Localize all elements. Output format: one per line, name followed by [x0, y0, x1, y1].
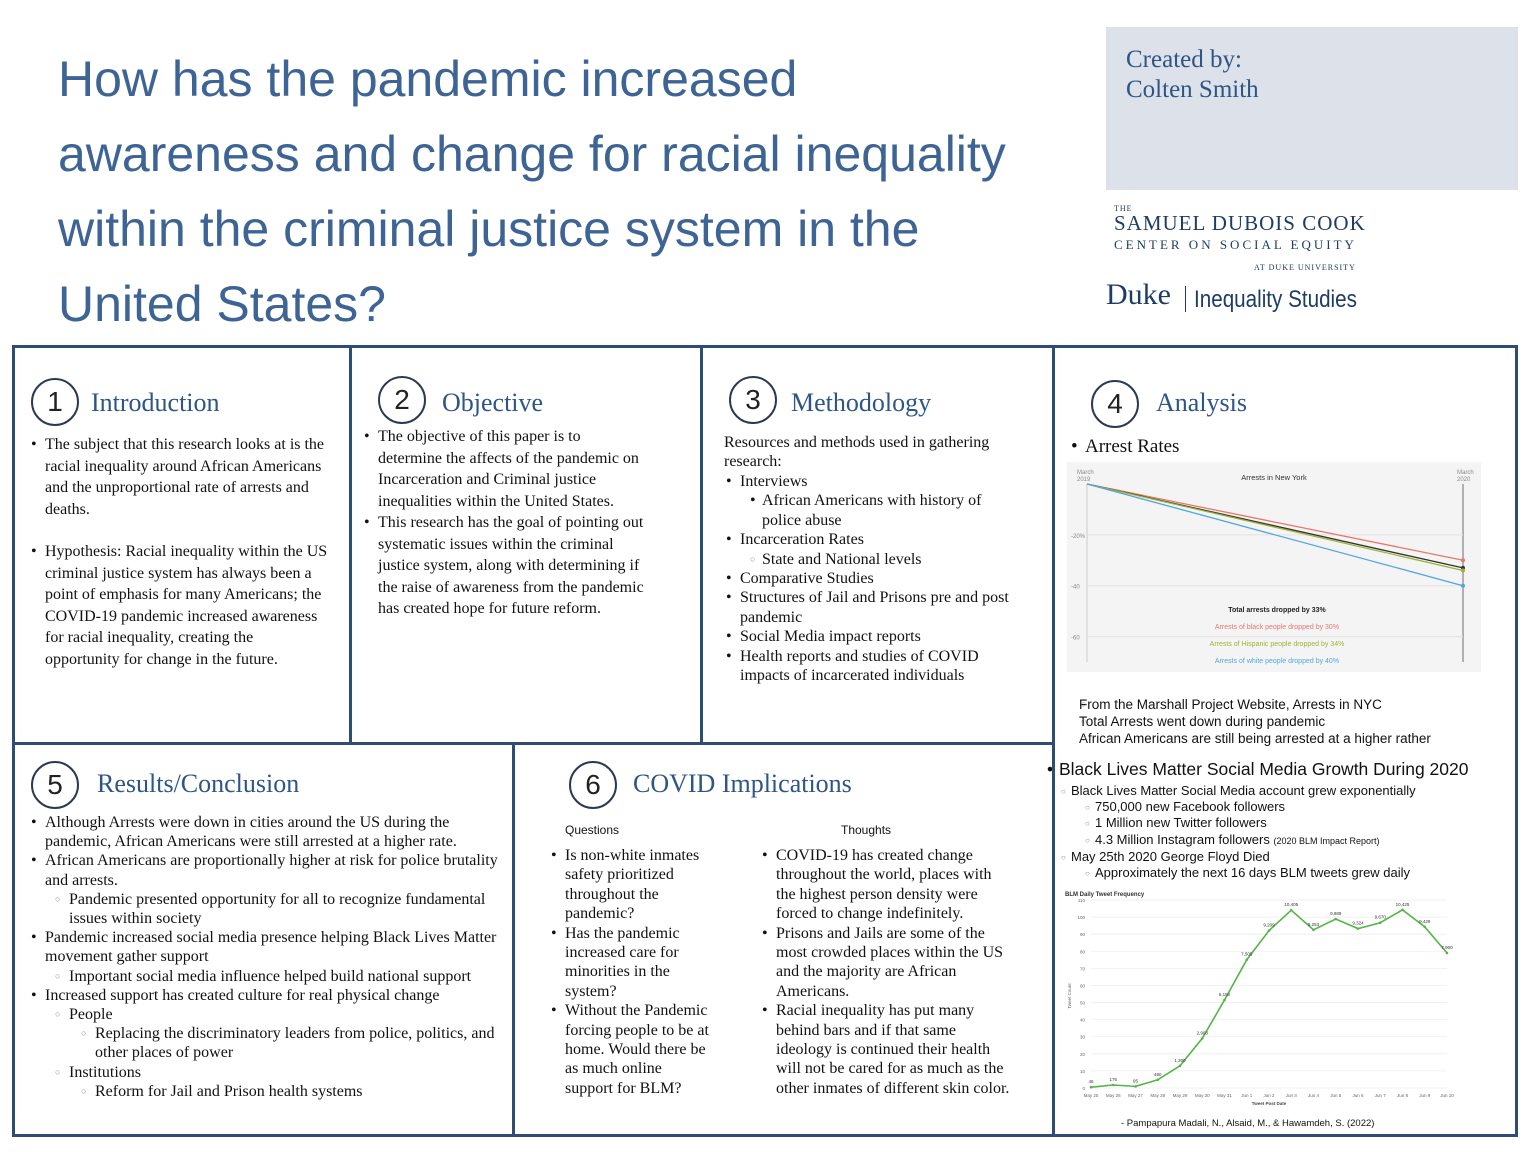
note-item: ○ From the Marshall Project Website, Arrests in NYC: [1055, 696, 1431, 713]
annotation: Total arrests dropped by 33%: [1228, 607, 1326, 614]
section-number: 3: [729, 376, 777, 424]
blm-list: [1061, 783, 1416, 881]
list-item: • Comparative Studies: [724, 569, 1024, 588]
x-tick-label: Jun 2: [1263, 1093, 1275, 1098]
data-point: [1461, 568, 1465, 572]
list-item: • African Americans are proportionally higher at risk for police brutality and arrests.: [29, 851, 499, 889]
list-item: • Interviews: [724, 472, 1024, 491]
list-item: • Hypothesis: Racial inequality within the US criminal justice system has always been a point of emphasis for many Americans; the COVID-19 pandemic increased awareness for racial inequality, creating the opportunity for change in the future.: [29, 541, 329, 670]
arrest-rates-heading: • Arrest Rates: [1069, 436, 1179, 458]
blm-heading: [1045, 758, 1469, 780]
list-item: • Racial inequality has put many behind bars and if that same ideology is continued their health will not be cared for as much as the other inmates of different skin color.: [760, 1001, 1015, 1098]
list-item: • African Americans with history of police abuse: [724, 491, 1024, 530]
questions-list: [549, 846, 709, 1098]
section-number: 5: [31, 761, 79, 809]
section-title: Objective: [442, 388, 544, 417]
logo-dept: Inequality Studies: [1194, 286, 1357, 313]
x-tick-label: May 28: [1150, 1093, 1166, 1098]
y-tick-label: 100: [1077, 915, 1085, 921]
list-item: ○ Pandemic presented opportunity for all to recognize fundamental issues within society: [29, 890, 499, 928]
x-tick-label: Jun 10: [1440, 1093, 1454, 1098]
list-item: • Although Arrests were down in cities around the US during the pandemic, African Americans were still arrested at a higher rate.: [29, 813, 499, 851]
list-item: • Health reports and studies of COVID impacts of incarcerated individuals: [724, 647, 1024, 686]
results-list: [29, 813, 499, 1101]
list-item: • Has the pandemic increased care for minorities in the system?: [549, 924, 709, 1002]
list-item: ○ 750,000 new Facebook followers: [1061, 799, 1416, 815]
x-tick-label: Jun 1: [1241, 1093, 1253, 1098]
data-label: 5,150: [1218, 991, 1231, 997]
y-tick-label: -60: [1071, 635, 1080, 642]
data-point: [1179, 1064, 1182, 1067]
list-item: • Is non-white inmates safety prioritized throughout the pandemic?: [549, 846, 709, 924]
x-tick-label: May 30: [1194, 1093, 1210, 1098]
y-tick-label: 70: [1079, 966, 1085, 972]
data-point: [1201, 1037, 1204, 1040]
author-name: Colten Smith: [1126, 76, 1259, 103]
data-point: [1312, 929, 1315, 932]
series-line: [1091, 910, 1447, 1087]
data-point: [1357, 927, 1360, 930]
data-point: [1156, 1078, 1159, 1081]
annotation: Arrests of Hispanic people dropped by 34%: [1209, 641, 1345, 648]
x-tick-label: May 26: [1105, 1093, 1121, 1098]
poster-title: How has the pandemic increased awareness and change for racial inequality within the criminal justice system in the United States?: [58, 51, 1006, 332]
section-title: COVID Implications: [633, 769, 852, 798]
section-number: 1: [31, 378, 79, 426]
covid-panel: [512, 742, 1055, 1137]
note-item: ○ African Americans are still being arrested at a higher rather: [1055, 730, 1431, 747]
section-title: Methodology: [791, 388, 932, 417]
y-tick-label: 10: [1079, 1068, 1085, 1074]
questions-label: Questions: [565, 823, 620, 837]
list-item: • Social Media impact reports: [724, 627, 1024, 646]
data-point: [1461, 558, 1465, 562]
data-label: 480: [1153, 1071, 1162, 1077]
y-axis-label: Tweet Count: [1067, 983, 1072, 1009]
objective-list: [362, 426, 647, 620]
data-point: [1245, 958, 1248, 961]
x-tick-label: Jun 8: [1396, 1093, 1409, 1098]
y-tick-label: 30: [1079, 1034, 1085, 1040]
thoughts-list: [760, 846, 1015, 1098]
section-number: 4: [1091, 380, 1139, 428]
methodology-list: [724, 472, 1024, 685]
list-item: • Incarceration Rates: [724, 530, 1024, 549]
y-tick-label: -40: [1071, 584, 1080, 591]
note-item: ○ Total Arrests went down during pandemic: [1055, 713, 1431, 730]
list-item: • The objective of this paper is to determine the affects of the pandemic on Incarceration and Criminal justice inequalities within the United States.: [362, 426, 647, 512]
x-tick-label: Jun 9: [1419, 1093, 1431, 1098]
data-label: 2,903: [1196, 1030, 1208, 1036]
data-point: [1112, 1084, 1115, 1087]
section-title: Results/Conclusion: [97, 769, 300, 798]
data-label: 9,324: [1352, 920, 1364, 926]
logo-the: THE: [1114, 204, 1133, 213]
analysis-panel: [1052, 345, 1518, 1137]
methodology-panel: [700, 345, 1055, 745]
data-label: 9,670: [1374, 914, 1386, 920]
annotation: Arrests of white people dropped by 40%: [1214, 658, 1340, 665]
list-item: ○ 1 Million new Twitter followers: [1061, 815, 1416, 831]
list-item: ○ State and National levels: [724, 550, 1024, 569]
data-label: 7,505: [1241, 951, 1253, 957]
x-tick-label: Jun 6: [1352, 1093, 1364, 1098]
y-tick-label: 110: [1077, 898, 1085, 903]
data-point: [1090, 1086, 1093, 1089]
data-point: [1268, 929, 1271, 932]
y-tick-label: 60: [1079, 983, 1085, 989]
creator-box: [1106, 27, 1518, 190]
series-line: [1087, 484, 1463, 570]
data-label: 9,209: [1263, 922, 1275, 928]
y-tick-label: 50: [1079, 1000, 1085, 1006]
data-label: 10,425: [1395, 901, 1410, 907]
created-by-label: Created by:: [1126, 46, 1242, 73]
y-tick-label: -20%: [1071, 533, 1086, 540]
list-item: • Prisons and Jails are some of the most crowded places within the US and the majority are African Americans.: [760, 924, 1015, 1002]
y-tick-label: 80: [1079, 949, 1085, 955]
logo-line2: CENTER ON SOCIAL EQUITY: [1114, 237, 1357, 252]
x-tick-label: May 29: [1172, 1093, 1188, 1098]
section-number: 6: [569, 761, 617, 809]
annotation: Arrests of black people dropped by 30%: [1214, 624, 1340, 631]
list-item: • COVID-19 has created change throughout the world, places with the highest person density were forced to change indefinitely.: [760, 846, 1015, 924]
list-item: • Without the Pandemic forcing people to be at home. Would there be as much online support for BLM?: [549, 1001, 709, 1098]
x-axis-label: Tweet Post Date: [1251, 1101, 1287, 1106]
list-item: • Increased support has created culture for real physical change: [29, 986, 499, 1005]
list-item: ○ Approximately the next 16 days BLM tweets grew daily: [1061, 865, 1416, 881]
y-tick-label: 40: [1079, 1017, 1085, 1023]
logo-divider: [1185, 286, 1186, 312]
y-tick-label: 0: [1082, 1086, 1085, 1091]
tweet-chart: [1063, 886, 1483, 1108]
data-point: [1290, 909, 1293, 912]
introduction-panel: [12, 345, 352, 745]
note: (2020 BLM Impact Report): [1273, 835, 1380, 846]
x-tick-label: Jun 3: [1285, 1093, 1297, 1098]
methodology-intro: Resources and methods used in gathering research:: [724, 434, 990, 471]
section-title: Introduction: [91, 388, 220, 417]
x-tick-label: Jun 5: [1330, 1093, 1342, 1098]
data-point: [1401, 909, 1404, 912]
data-point: [1461, 584, 1465, 588]
citation: - Pampapura Madali, N., Alsaid, M., & Hawamdeh, S. (2022): [1121, 1118, 1375, 1129]
chart-title: BLM Daily Tweet Frequency: [1065, 892, 1145, 898]
list-item: ○ Institutions: [29, 1063, 499, 1082]
data-label: 95: [1132, 1078, 1139, 1084]
chart-title: Arrests in New York: [1241, 473, 1307, 482]
results-panel: [12, 742, 515, 1137]
x-tick-label: 2020: [1457, 477, 1471, 483]
series-line: [1087, 484, 1463, 560]
list-item: ○ Replacing the discriminatory leaders from police, politics, and other places of power: [29, 1024, 499, 1062]
duke-logo: [1106, 200, 1366, 320]
logo-line1: SAMUEL DUBOIS COOK: [1114, 211, 1366, 235]
data-label: 9,253: [1307, 921, 1320, 927]
list-item: ○ Important social media influence helped build national support: [29, 967, 499, 986]
list-item: ○ May 25th 2020 George Floyd Died: [1061, 849, 1416, 865]
y-tick-label: 20: [1079, 1051, 1085, 1057]
section-number: 2: [378, 376, 426, 424]
data-label: 1,300: [1174, 1057, 1186, 1063]
section-title: Analysis: [1156, 388, 1247, 417]
list-item: ○ Black Lives Matter Social Media account grew exponentially: [1061, 783, 1416, 799]
data-label: 9,429: [1419, 918, 1431, 924]
arrest-chart: [1067, 462, 1481, 672]
data-point: [1223, 999, 1226, 1002]
x-tick-label: March: [1457, 470, 1474, 476]
data-point: [1379, 921, 1382, 924]
x-tick-label: May 31: [1217, 1093, 1232, 1098]
list-item: ○ Reform for Jail and Prison health systems: [29, 1082, 499, 1101]
data-point: [1446, 952, 1449, 955]
blm-heading-text: • Black Lives Matter Social Media Growth During 2020: [1045, 758, 1469, 780]
data-point: [1334, 918, 1337, 921]
x-tick-label: May 25: [1083, 1093, 1099, 1098]
x-tick-label: Jun 7: [1374, 1093, 1386, 1098]
data-label: 9,888: [1330, 911, 1342, 917]
logo-line3: AT DUKE UNIVERSITY: [1254, 263, 1356, 272]
analysis-notes: [1055, 696, 1431, 747]
data-point: [1134, 1085, 1137, 1088]
list-item: • Structures of Jail and Prisons pre and post pandemic: [724, 588, 1024, 627]
intro-list: [29, 434, 329, 670]
data-label: 7,900: [1441, 944, 1453, 950]
list-item: • This research has the goal of pointing out systematic issues within the criminal justice system, along with determining if the raise of awareness from the pandemic has created hope for future reform.: [362, 512, 647, 620]
logo-duke: Duke: [1106, 278, 1171, 311]
list-item: • The subject that this research looks at is the racial inequality around African Americans and the unproportional rate of arrests and deaths.: [29, 434, 329, 520]
list-item: ○ 4.3 Million Instagram followers (2020 BLM Impact Report): [1061, 832, 1416, 849]
thoughts-label: Thoughts: [841, 823, 892, 837]
x-tick-label: 2019: [1077, 477, 1091, 483]
analysis-subhead: [1069, 436, 1179, 458]
data-label: 46: [1088, 1079, 1094, 1085]
x-tick-label: March: [1077, 470, 1094, 476]
data-point: [1423, 926, 1426, 929]
objective-panel: [349, 345, 703, 745]
data-label: 10,405: [1284, 902, 1299, 908]
list-item: • Pandemic increased social media presence helping Black Lives Matter movement gather support: [29, 928, 499, 966]
x-tick-label: May 27: [1128, 1093, 1143, 1098]
list-item: ○ People: [29, 1005, 499, 1024]
x-tick-label: Jun 4: [1307, 1093, 1320, 1098]
y-tick-label: 90: [1079, 932, 1085, 938]
data-label: 176: [1109, 1076, 1118, 1082]
